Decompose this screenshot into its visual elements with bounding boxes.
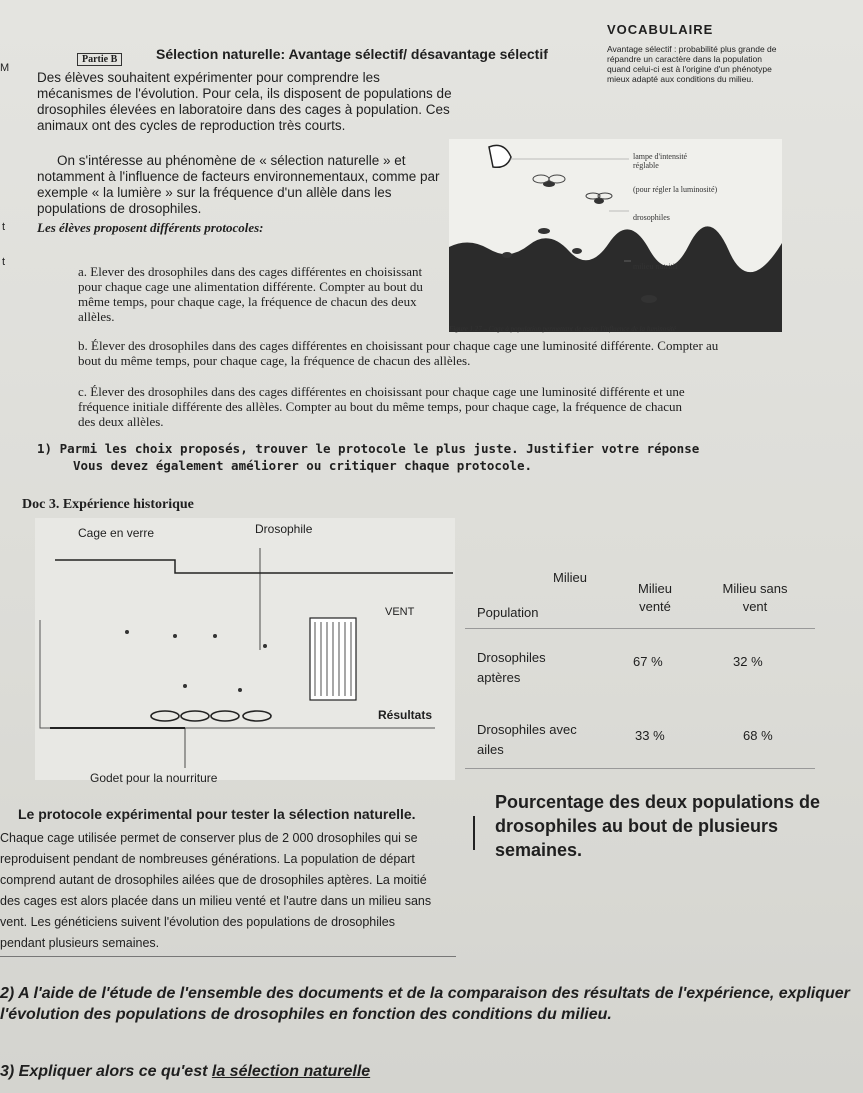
label-resultats: Résultats xyxy=(378,708,433,722)
label-vent: VENT xyxy=(385,606,415,618)
protocol-box-text: Chaque cage utilisée permet de conserver plus de 2 000 drosophiles qui se reproduisent pendant de nombreuses générations. La population de départ comprend autant de drosophiles ailées que de drosophiles aptères. La moitié des cages est alors placée dans un milieu venté et l'autre dans un milieu sans vent. Les généticiens suivent l'évolution des populations de drosophiles pendant plusieurs semaines. xyxy=(0,831,432,950)
experiment-cage-figure xyxy=(35,518,455,780)
protocol-c: c. Élever des drosophiles dans des cages différentes en choisissant pour chaque cage une luminosité différente et une fréquence initiale différente des allèles. Compter au bout du même temps, pour chaque cage, la fréquence de chacun des deux allèles. xyxy=(78,384,685,429)
population-cage-figure xyxy=(449,139,782,332)
label-glass-cage: Cage en verre xyxy=(78,526,155,540)
vocab-title: VOCABULAIRE xyxy=(607,22,714,37)
question-3-prefix: 3) Expliquer alors ce qu'est xyxy=(0,1063,212,1080)
caption-bar xyxy=(473,816,475,850)
protocol-b: b. Élever des drosophiles dans des cages différentes en choisissant pour chaque cage une luminosité différente. Compter au bout du même temps, pour chaque cage, la fréquence de chacun des allèles. xyxy=(78,338,719,368)
label-drosophile: Drosophile xyxy=(255,522,313,536)
figure-label-medium: milieu nutritif xyxy=(633,262,678,271)
results-caption xyxy=(495,790,825,862)
question-3-term: la sélection naturelle xyxy=(211,1063,371,1080)
question-1-line1: 1) Parmi les choix proposés, trouver le protocole le plus juste. Justifier votre réponse xyxy=(37,441,700,456)
figure-label-lamp-note: (pour régler la luminosité) xyxy=(633,185,718,194)
protocols-heading: Les élèves proposent différents protocoles: xyxy=(37,220,264,235)
intro-paragraph-2 xyxy=(37,153,447,235)
table-cell: 68 % xyxy=(743,728,773,743)
results-caption-text: Pourcentage des deux populations de drosophiles au bout de plusieurs semaines. xyxy=(495,792,821,860)
figure-label-lamp: lampe d'intensité réglable xyxy=(633,152,688,170)
intro-paragraph: Des élèves souhaitent expérimenter pour comprendre les mécanismes de l'évolution. Pour cela, ils disposent de populations de drosophiles élevées en laboratoire dans des cages à population. Ces animaux ont des cycles de reproduction très courts. xyxy=(37,70,452,133)
margin-mark: t xyxy=(2,256,6,268)
table-col-windy: Milieu venté xyxy=(638,581,672,614)
question-1-line2: Vous devez également améliorer ou critiquer chaque protocole. xyxy=(73,458,533,473)
protocol-a: a. Elever des drosophiles dans des cages différentes en choisissant pour chaque cage une alimentation différente. Compter au bout du même temps, pour chaque cage, la fréquence de chacun des deux allèles. xyxy=(78,264,423,324)
table-col-no-wind: Milieu sans vent xyxy=(722,581,788,614)
intro-text: On s'intéresse au phénomène de « sélection naturelle » et notamment à l'influence de facteurs environnementaux, comme par exemple « la lumière » sur la fréquence d'un allèle dans les populations de drosophiles. xyxy=(37,153,440,216)
table-cell: 33 % xyxy=(635,728,665,743)
vocab-definition: Avantage sélectif : probabilité plus grande de répandre un caractère dans la population quand celui-ci est à l'origine d'un phénotype mieux adapté aux conditions du milieu. xyxy=(607,44,777,84)
table-cell: 32 % xyxy=(733,654,763,669)
doc3-title: Doc 3. Expérience historique xyxy=(22,497,194,512)
question-1 xyxy=(37,440,699,474)
table-row-label: Drosophiles aptères xyxy=(477,650,546,685)
figure-caption: Figure 1.27 – Cage à population permettant de tester l'influence de la luminosité xyxy=(449,325,676,333)
protocol-box-title: Le protocole expérimental pour tester la sélection naturelle. xyxy=(18,806,416,822)
figure-label-flies: drosophiles xyxy=(633,213,670,222)
label-food-cup: Godet pour la nourriture xyxy=(90,771,218,785)
table-head-population: Population xyxy=(477,605,539,620)
table-cell: 67 % xyxy=(633,654,663,669)
table-head-milieu: Milieu xyxy=(553,570,587,585)
table-divider xyxy=(465,628,815,629)
question-2: 2) A l'aide de l'étude de l'ensemble des documents et de la comparaison des résultats de l'expérience, expliquer l'évolution des populations de drosophiles en fonction des conditions du milieu. xyxy=(0,985,850,1023)
margin-mark: M xyxy=(0,62,10,74)
partie-label: Partie B xyxy=(77,53,122,66)
question-3 xyxy=(0,1063,370,1081)
table-divider xyxy=(465,768,815,769)
table-row-label: Drosophiles avec ailes xyxy=(477,722,577,757)
margin-mark: t xyxy=(2,221,6,233)
section-title: Sélection naturelle: Avantage sélectif/ désavantage sélectif xyxy=(156,46,548,62)
